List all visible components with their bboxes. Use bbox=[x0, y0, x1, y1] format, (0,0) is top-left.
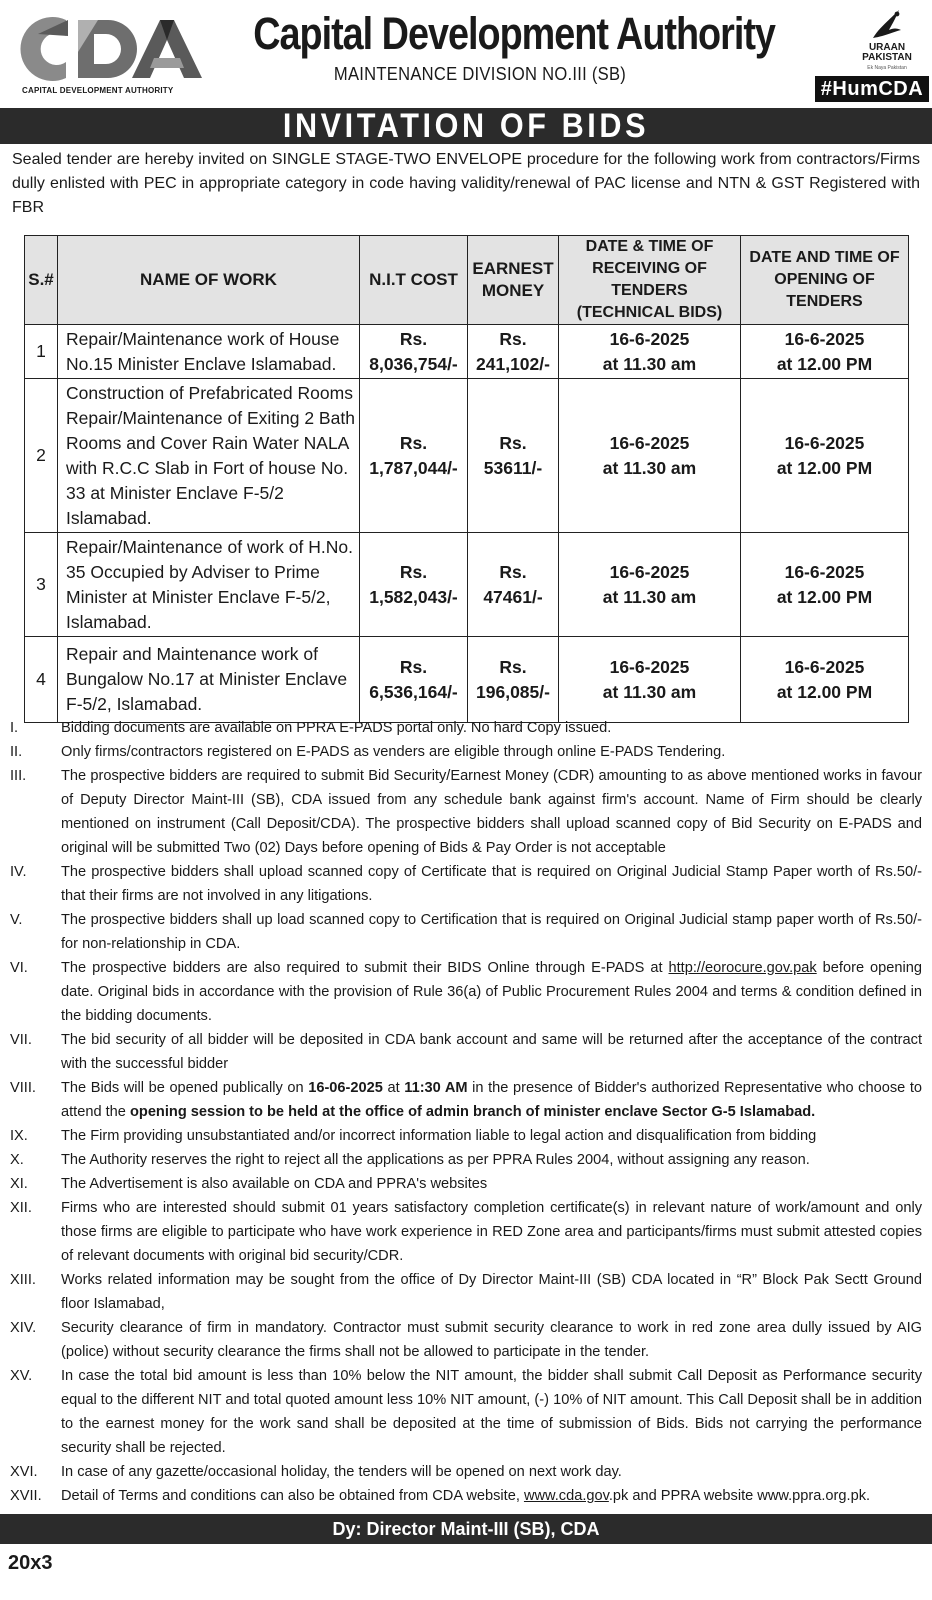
ad-size: 20x3 bbox=[8, 1552, 53, 1574]
term-number: III. bbox=[10, 768, 27, 784]
header bbox=[0, 0, 932, 108]
open-time: at 12.00 PM bbox=[776, 586, 873, 607]
list-item bbox=[10, 716, 922, 740]
cost-value: 6,536,164/- bbox=[369, 681, 458, 702]
recv-date: 16-6-2025 bbox=[609, 328, 690, 349]
uraan-bird-icon bbox=[869, 8, 905, 42]
term-number: XVI. bbox=[10, 1464, 38, 1480]
term-text: The bid security of all bidder will be deposited in CDA bank account and same will be returned after the acceptance of the contract with the successful bidder bbox=[61, 1032, 922, 1072]
row-opening bbox=[741, 325, 909, 379]
recv-time: at 11.30 am bbox=[602, 353, 697, 374]
term-text-part: Detail of Terms and conditions can also be obtained from CDA website, bbox=[61, 1488, 524, 1504]
row-work: Repair and Maintenance work of Bungalow No.17 at Minister Enclave F-5/2, Islamabad. bbox=[58, 637, 360, 723]
row-work: Repair/Maintenance work of House No.15 Minister Enclave Islamabad. bbox=[58, 325, 360, 379]
list-item bbox=[10, 1076, 922, 1124]
row-nit-cost bbox=[360, 637, 468, 723]
row-sn: 4 bbox=[25, 637, 58, 723]
cost-value: 8,036,754/- bbox=[369, 353, 458, 374]
term-text: The Firm providing unsubstantiated and/or incorrect information liable to legal action and disqualification from bidding bbox=[61, 1128, 817, 1144]
list-item bbox=[10, 908, 922, 956]
cost-value: 1,582,043/- bbox=[369, 586, 458, 607]
row-nit-cost bbox=[360, 379, 468, 533]
footer-band bbox=[0, 1514, 932, 1544]
recv-time: at 11.30 am bbox=[602, 681, 697, 702]
terms-list bbox=[10, 716, 922, 1508]
term-text-part: in the presence of Bidder's authorized Representative who choose to attend the bbox=[61, 1080, 923, 1120]
term-text-part: before opening date. Original bids in accordance with the provision of Rule 36(a) of Public Procurement Rules 2004 and terms & condition defined in the bidding documents. bbox=[61, 960, 922, 1024]
term-number: IX. bbox=[10, 1128, 28, 1144]
row-earnest-money bbox=[468, 637, 559, 723]
list-item bbox=[10, 1364, 922, 1460]
term-text: The prospective bidders shall up load scanned copy to Certification that is required on Original Judicial stamp paper worth of Rs.50/- for non-relationship in CDA. bbox=[61, 912, 922, 952]
row-opening bbox=[741, 533, 909, 637]
row-earnest-money bbox=[468, 325, 559, 379]
recv-time: at 11.30 am bbox=[602, 457, 697, 478]
intro-paragraph: Sealed tender are hereby invited on SINGLE STAGE-TWO ENVELOPE procedure for the following work from contractors/Firms dully enlisted with PEC in appropriate category in code having validity/renewal of PAC license and NTN & GST Registered with FBR bbox=[12, 151, 920, 216]
open-date: 16-6-2025 bbox=[784, 656, 865, 677]
row-earnest-money bbox=[468, 379, 559, 533]
row-receiving bbox=[559, 637, 741, 723]
open-time: at 12.00 PM bbox=[776, 681, 873, 702]
cost-prefix: Rs. bbox=[399, 328, 428, 349]
row-nit-cost bbox=[360, 325, 468, 379]
opening-time: 11:30 AM bbox=[404, 1080, 468, 1096]
term-number: I. bbox=[10, 720, 19, 736]
row-work: Repair/Maintenance of work of H.No. 35 Occupied by Adviser to Prime Minister at Minister Enclave F-5/2, Islamabad. bbox=[58, 533, 360, 637]
recv-time: at 11.30 am bbox=[602, 586, 697, 607]
list-item bbox=[10, 1148, 922, 1172]
epads-link[interactable]: http://eorocure.gov.pak bbox=[668, 960, 817, 976]
money-prefix: Rs. bbox=[499, 561, 527, 582]
term-text: The Authority reserves the right to reject all the applications as per PPRA Rules 2004, without assigning any reason. bbox=[61, 1152, 810, 1168]
open-date: 16-6-2025 bbox=[784, 328, 865, 349]
page-title: Capital Development Authority bbox=[253, 8, 775, 59]
open-time: at 12.00 PM bbox=[776, 457, 873, 478]
term-number: XII. bbox=[10, 1200, 32, 1216]
opening-date: 16-06-2025 bbox=[308, 1080, 383, 1096]
term-number: IV. bbox=[10, 864, 27, 880]
list-item bbox=[10, 764, 922, 860]
list-item bbox=[10, 1196, 922, 1268]
term-text-part: The prospective bidders are also required to submit their BIDS Online through E-PADS at bbox=[61, 960, 669, 976]
row-receiving bbox=[559, 379, 741, 533]
row-opening bbox=[741, 379, 909, 533]
term-text: The prospective bidders shall upload scanned copy of Certificate that is required on Original Judicial Stamp Paper worth of Rs.50/- that their firms are not involved in any litigations. bbox=[61, 864, 922, 904]
header-receiving: DATE & TIME OF RECEIVING OF TENDERS (TECHNICAL BIDS) bbox=[559, 236, 741, 325]
term-text bbox=[61, 1080, 922, 1120]
list-item bbox=[10, 1028, 922, 1076]
cost-prefix: Rs. bbox=[399, 432, 428, 453]
row-nit-cost bbox=[360, 533, 468, 637]
money-prefix: Rs. bbox=[499, 432, 527, 453]
term-text: The prospective bidders are required to submit Bid Security/Earnest Money (CDR) amounting to as above mentioned works in favour of Deputy Director Maint-III (SB), CDA issued from any schedule bank against firm's account. Name of Firm should be clearly mentioned on instrument (Call Deposit/CDA). The prospective bidders shall upload scanned copy of Bid Security on E-PADS and original will be submitted Two (02) Days before opening of Bids & Pay Order is not acceptable bbox=[61, 768, 922, 856]
cost-value: 1,787,044/- bbox=[369, 457, 458, 478]
list-item bbox=[10, 1460, 922, 1484]
table-row bbox=[25, 325, 909, 379]
uraan-pakistan-logo bbox=[847, 8, 927, 72]
recv-date: 16-6-2025 bbox=[609, 432, 690, 453]
cda-logo bbox=[8, 12, 203, 102]
bids-table bbox=[24, 235, 909, 723]
row-work: Construction of Prefabricated Rooms Repair/Maintenance of Exiting 2 Bath Rooms and Cover Rain Water NALA with R.C.C Slab in Fort of house No. 33 at Minister Enclave F-5/2 Islamabad. bbox=[58, 379, 360, 533]
term-text bbox=[61, 1488, 870, 1504]
term-text: In case of any gazette/occasional holiday, the tenders will be opened on next work day. bbox=[61, 1464, 622, 1480]
list-item bbox=[10, 1316, 922, 1364]
money-value: 53611/- bbox=[483, 457, 543, 478]
cost-prefix: Rs. bbox=[399, 561, 428, 582]
term-text: Works related information may be sought from the office of Dy Director Maint-III (SB) CDA located in “R” Block Pak Sectt Ground floor Islamabad, bbox=[61, 1272, 922, 1312]
term-text: The Advertisement is also available on CDA and PPRA's websites bbox=[61, 1176, 488, 1192]
header-earnest-money: EARNEST MONEY bbox=[468, 236, 559, 325]
row-earnest-money bbox=[468, 533, 559, 637]
term-text bbox=[61, 960, 922, 1024]
division-subtitle: MAINTENANCE DIVISION NO.III (SB) bbox=[333, 64, 627, 84]
term-number: II. bbox=[10, 744, 23, 760]
term-number: XIV. bbox=[10, 1320, 37, 1336]
row-sn: 3 bbox=[25, 533, 58, 637]
recv-date: 16-6-2025 bbox=[609, 561, 690, 582]
open-date: 16-6-2025 bbox=[784, 561, 865, 582]
row-receiving bbox=[559, 533, 741, 637]
term-number: VI. bbox=[10, 960, 28, 976]
uraan-tagline: Ek Naya Pakistan bbox=[867, 65, 907, 71]
hashtag-badge: #HumCDA bbox=[815, 76, 929, 102]
cost-prefix: Rs. bbox=[399, 656, 428, 677]
list-item bbox=[10, 740, 922, 764]
table-row bbox=[25, 379, 909, 533]
term-text-part: at bbox=[382, 1080, 405, 1096]
money-value: 241,102/- bbox=[476, 353, 550, 374]
term-text-part: .pk and PPRA website www.ppra.org.pk. bbox=[608, 1488, 871, 1504]
row-sn: 2 bbox=[25, 379, 58, 533]
term-text: Only firms/contractors registered on E-PADS as venders are eligible through online E-PADS Tendering. bbox=[61, 744, 726, 760]
money-prefix: Rs. bbox=[499, 328, 527, 349]
term-number: XV. bbox=[10, 1368, 33, 1384]
signature: Dy: Director Maint-III (SB), CDA bbox=[332, 1519, 600, 1539]
table-row bbox=[25, 533, 909, 637]
header-nit-cost: N.I.T COST bbox=[360, 236, 468, 325]
row-opening bbox=[741, 637, 909, 723]
term-text-part: The Bids will be opened publically on bbox=[61, 1080, 309, 1096]
banner bbox=[0, 108, 932, 144]
list-item bbox=[10, 1268, 922, 1316]
table-header-row bbox=[25, 236, 909, 325]
money-value: 47461/- bbox=[483, 586, 543, 607]
recv-date: 16-6-2025 bbox=[609, 656, 690, 677]
header-sn: S.# bbox=[25, 236, 58, 325]
banner-title: INVITATION OF BIDS bbox=[282, 107, 650, 145]
open-date: 16-6-2025 bbox=[784, 432, 865, 453]
term-number: XI. bbox=[10, 1176, 28, 1192]
list-item bbox=[10, 1124, 922, 1148]
money-prefix: Rs. bbox=[499, 656, 527, 677]
term-text: Bidding documents are available on PPRA E-PADS portal only. No hard Copy issued. bbox=[61, 720, 612, 736]
term-text: Firms who are interested should submit 01 years satisfactory completion certificate(s) in relevant nature of work/amount and only those firms are eligible to participate who have work experience in RED Zone area and participants/firms must submit attested copies of relevant documents with original bid security/CDR. bbox=[61, 1200, 922, 1264]
table-row bbox=[25, 637, 909, 723]
term-number: X. bbox=[10, 1152, 24, 1168]
term-text: Security clearance of firm in mandatory. Contractor must submit security clearance to work in red zone area dully issued by AIG (police) without security clearance the firms shall not be allowed to participate in the tender. bbox=[61, 1320, 922, 1360]
list-item bbox=[10, 860, 922, 908]
cda-logo-icon bbox=[8, 12, 203, 86]
header-opening: DATE AND TIME OF OPENING OF TENDERS bbox=[741, 236, 909, 325]
money-value: 196,085/- bbox=[476, 681, 550, 702]
term-number: VIII. bbox=[10, 1080, 36, 1096]
cda-website-link[interactable]: www.cda.gov bbox=[523, 1488, 609, 1504]
row-receiving bbox=[559, 325, 741, 379]
logo-subtitle: CAPITAL DEVELOPMENT AUTHORITY bbox=[22, 86, 174, 95]
list-item bbox=[10, 956, 922, 1028]
term-number: XVII. bbox=[10, 1488, 42, 1504]
uraan-text: URAAN bbox=[868, 42, 906, 53]
opening-place: opening session to be held at the office of admin branch of minister enclave Sector G-5 Islamabad. bbox=[129, 1104, 816, 1120]
pakistan-text: PAKISTAN bbox=[862, 52, 912, 63]
term-number: XIII. bbox=[10, 1272, 36, 1288]
row-sn: 1 bbox=[25, 325, 58, 379]
open-time: at 12.00 PM bbox=[776, 353, 873, 374]
list-item bbox=[10, 1484, 922, 1508]
list-item bbox=[10, 1172, 922, 1196]
term-number: VII. bbox=[10, 1032, 32, 1048]
header-name-of-work: NAME OF WORK bbox=[58, 236, 360, 325]
term-text: In case the total bid amount is less than 10% below the NIT amount, the bidder shall submit Call Deposit as Performance security equal to the different NIT and total quoted amount less 10% NIT amount, (-) 10% of NIT amount. This Call Deposit shall be in addition to the earnest money for the work sand shall be deposited at the time of submission of Bids. Bids not carrying the performance security shall be rejected. bbox=[61, 1368, 922, 1456]
term-number: V. bbox=[10, 912, 23, 928]
